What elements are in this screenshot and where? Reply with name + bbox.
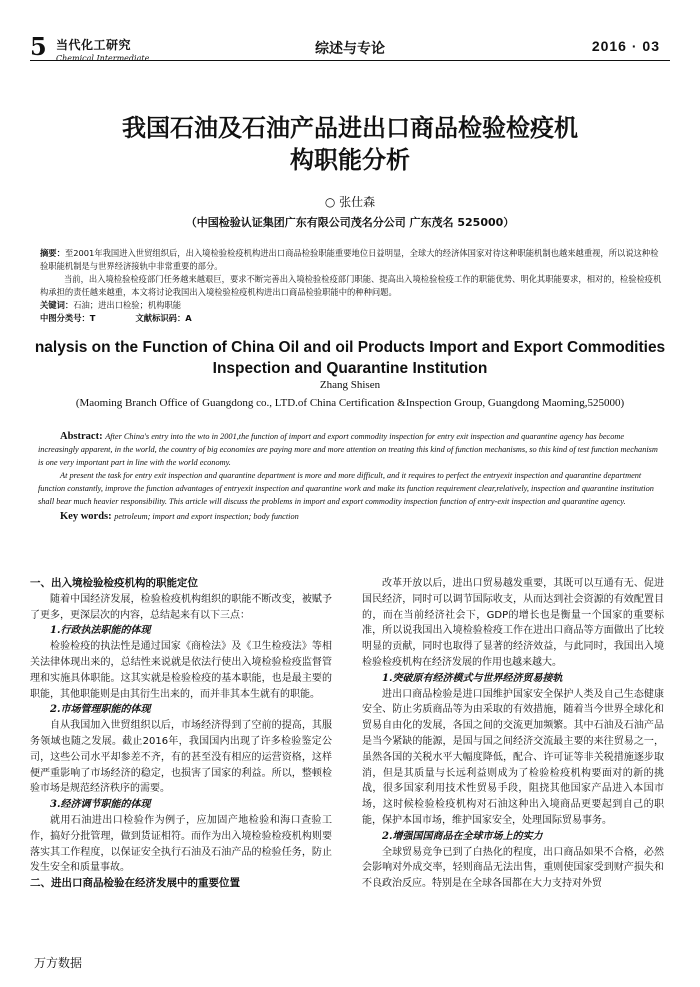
clc-value: T bbox=[89, 313, 96, 323]
page-number: 5 bbox=[30, 32, 47, 61]
article-title-line1: 我国石油及石油产品进出口商品检验检疫机 bbox=[122, 114, 578, 142]
article-title-line2: 构职能分析 bbox=[290, 146, 410, 174]
header-divider bbox=[30, 60, 670, 61]
abstract-en-p2: At present the task for entry exit inspection and quarantine department is more and more difficult, and it requires to perfect the entryexit inspection and quarantine department function constantly, improve the function advantages of entryexit inspection and quarantine work and make its function requirement clear,relatively, inspection and quarantine institution shall bear much heavier responsibility. This article will discuss the problems in import and export commodity inspection function of entry-exit inspection and quarantine agency. bbox=[38, 471, 654, 506]
paragraph: 随着中国经济发展，检验检疫机构组织的职能不断改变，被赋予了更多，更深层次的内容，总结起来有以下三点： bbox=[30, 593, 332, 621]
doc-code-value: A bbox=[185, 313, 192, 323]
keywords-cn-text: 石油；进出口检验；机构职能 bbox=[73, 300, 182, 310]
subheading: 2.市场管理职能的体现 bbox=[50, 704, 151, 716]
english-author: Zhang Shisen bbox=[319, 379, 381, 391]
journal-name-en: Chemical Intermediate bbox=[56, 54, 150, 63]
paragraph: 改革开放以后，进出口贸易越发重要，其既可以互通有无、促进国民经济，同时可以调节国际收支，从而达到社会资源的有效配置目的，而在当前经济社会下，GDP的增长也是衡量一个国家的重要标准，所以说我国出入境检验检疫工作在进出口商品等方面做出了比较明显的贡献，同时也取得了显著的经济效益，与此同时，我国出入境检验检疫机构在经济发展的作用也越来越大。 bbox=[362, 578, 664, 668]
abstract-en-text1: After China's entry into the wto in 2001,the function of import and export commodity inspection for entry exit inspection and quarantine agency has become increasingly apparent, in the world, the country of big economies are paying more and more attention on treating this kind of function mechanisms, so this kind of test function mechanism is one very important part in line with the world economy. bbox=[38, 432, 658, 467]
abstract-en-p1: Abstract: After China's entry into the wto in 2001,the function of import and export commodity inspection for entry exit inspection and quarantine agency has become increasingly apparent, in the world, the country of big economies are paying more and more attention on treating this kind of function mechanisms, so this kind of test function mechanism is one very important part in line with the world economy. bbox=[38, 431, 658, 467]
body-left-column bbox=[30, 576, 332, 892]
paragraph: 自从我国加入世贸组织以后，市场经济得到了空前的提高，其服务领域也随之发展。截止2016年，我国国内出现了许多检验鉴定公司，这些公司水平却参差不齐，有的甚至没有相应的运营资格，这样便严重影响了市场经济的稳定，也损害了国家的利益。所以，整顿检验市场是规范经济秩序的需要。 bbox=[30, 720, 332, 795]
abstract-cn bbox=[40, 247, 665, 325]
section-heading-2: 二、进出口商品检验在经济发展中的重要位置 bbox=[30, 877, 240, 890]
author: ○ 张仕森 bbox=[324, 195, 376, 209]
subheading: 1.突破原有经济模式与世界经济贸易接轨 bbox=[382, 672, 563, 684]
english-title-line2: Inspection and Quarantine Institution bbox=[212, 360, 488, 377]
abstract-label: 摘要： bbox=[40, 248, 65, 258]
journal-name-cn: 当代化工研究 bbox=[56, 38, 132, 52]
keywords-en-text: petroleum; import and export inspection; body function bbox=[114, 512, 299, 521]
section-heading-1: 一、出入境检验检疫机构的职能定位 bbox=[30, 577, 198, 589]
issue-number: 2016 · 03 bbox=[591, 38, 660, 54]
english-title-line1: nalysis on the Function of China Oil and oil Products Import and Export Commodities bbox=[34, 339, 666, 356]
article-title bbox=[30, 112, 670, 176]
doc-code-label: 文献标识码： bbox=[135, 313, 186, 323]
abstract-en-label: Abstract bbox=[60, 431, 100, 442]
paragraph: 就用石油进出口检验作为例子，应加固产地检验和海口查验工作，搞好分批管理，做到货证相符。而作为出入境检验检疫机构则要落实其工作程度，以保证安全执行石油及石油产品的检验任务，防止发生安全和质量事故。 bbox=[30, 814, 332, 874]
keywords-label: 关键词： bbox=[40, 300, 74, 310]
paragraph: 进出口商品检验是进口国维护国家安全保护人类及自己生态健康安全、防止劣质商品等为由采取的有效措施，随着当今世界全球化和贸易自由化的发展，各国之间的交流更加频繁。其中石油及石油产品是当今紧缺的能源，是国与国之间经济交流最主要的来往贸易之一，虽然各国的关税水平大幅度降低，配合、许可证等非关税措施逐步取消，但是其质量与长远利益则成为了检验检疫机构要面对的新的挑战，很多国家利用技术性贸易手段，阻挠其他国家产品进入本国市场，这时候检验检疫机构对石油这种出入境商品更要起到自己的职能，保护本国市场，维护国家安全，处理国际贸易事务。 bbox=[362, 688, 664, 826]
keywords-en: Key words: petroleum; import and export inspection; body function bbox=[60, 511, 299, 522]
footer-watermark: 万方数据 bbox=[34, 956, 83, 970]
english-affiliation: (Maoming Branch Office of Guangdong co., LTD.of China Certification &Inspection Group, Guangdong Maoming,525000) bbox=[75, 397, 625, 409]
subheading: 1.行政执法职能的体现 bbox=[50, 625, 151, 637]
english-title bbox=[30, 337, 670, 379]
abstract-cn-p1 bbox=[40, 247, 665, 273]
classification bbox=[40, 312, 665, 325]
subheading: 2.增强国国商品在全球市场上的实力 bbox=[382, 830, 543, 842]
paragraph: 全球贸易竞争已到了白热化的程度，出口商品如果不合格，必然会影响对外成交率，轻则商品无法出售，重则使国家受到财产损失和不良政治反应。特别是在全球各国都在大力支持对外贸 bbox=[362, 846, 664, 890]
abstract-en bbox=[38, 430, 665, 523]
paragraph: 检验检疫的执法性是通过国家《商检法》及《卫生检疫法》等相关法律体现出来的，总结性来说就是依法行使出入境检验检疫监督管理和实施具体职能。这其实就是检验检疫的基本职能，也是最主要的职能，其他职能则是由其衍生出来的，而并非其本生就有的职能。 bbox=[30, 641, 332, 700]
abstract-cn-text1: 至2001年我国进入世贸组织后，出入境检验检疫机构进出口商品检验职能重要地位日益明显，全球大的经济体国家对待这种职能机制也越来越重视，所以说这种检验职能机制是与世界经济接轨中非常重要的部分。 bbox=[40, 248, 659, 271]
section-title: 综述与专论 bbox=[315, 41, 385, 57]
keywords-cn bbox=[40, 299, 665, 312]
abstract-cn-p2: 当前，出入境检验检疫部门任务越来越艰巨，要求不断完善出入境检验检疫部门职能、提高出入境检验检疫工作的职能优势、明化其职能要求，相对的，检验检疫机构承担的责任越来越重，本文将讨论我国出入境检验检疫机构进出口商品检验职能中的种种问题。 bbox=[40, 274, 662, 297]
affiliation: （中国检验认证集团广东有限公司茂名分公司 广东茂名 525000） bbox=[185, 216, 515, 229]
keywords-en-label: Key words bbox=[60, 511, 109, 522]
body-right-column bbox=[362, 576, 664, 892]
subheading: 3.经济调节职能的体现 bbox=[50, 799, 151, 811]
clc-label: 中图分类号： bbox=[40, 313, 90, 323]
